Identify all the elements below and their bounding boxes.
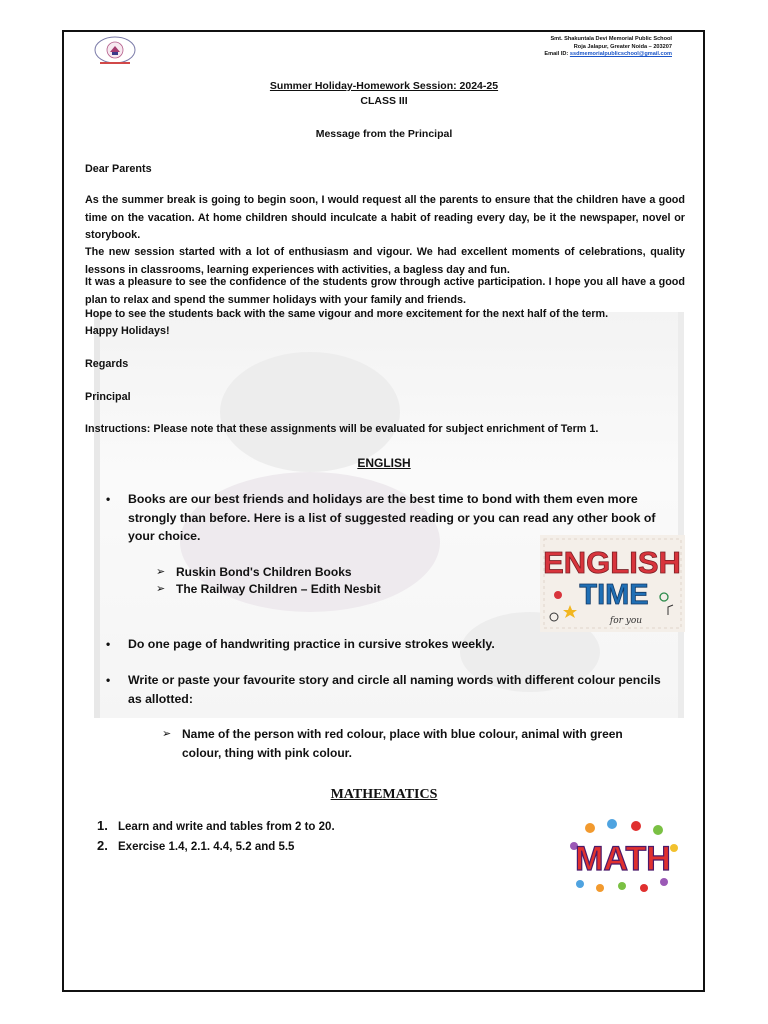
bullet-dot: • [106, 673, 111, 687]
class-title: CLASS III [360, 95, 408, 107]
book-item-2-text: The Railway Children – Edith Nesbit [176, 582, 381, 596]
salutation: Dear Parents [85, 163, 152, 175]
letter-paragraph-1: As the summer break is going to begin soon, I would request all the parents to ensure that the children have a good time on the vacation. At home children should inculcate a habit of reading every day, be it the newspaper, novel or storybook. [85, 194, 685, 242]
english-image-line2: TIME [579, 579, 649, 611]
english-heading: ENGLISH [357, 456, 411, 470]
math-item-1-text: Learn and write and tables from 2 to 20. [118, 821, 335, 833]
message-title: Message from the Principal [315, 128, 453, 140]
english-bullet-2-text: Do one page of handwriting practice in cursive strokes weekly. [128, 637, 495, 651]
english-sub-item-text: Name of the person with red colour, place with blue colour, animal with green colour, thing with pink colour. [182, 727, 623, 760]
english-bullet-2 [106, 635, 668, 654]
english-image-line1: ENGLISH [543, 545, 681, 580]
book-item-1-text: Ruskin Bond's Children Books [176, 565, 352, 579]
school-info [544, 36, 672, 59]
letter-paragraph-3: It was a pleasure to see the confidence of the students grow through active participation. I hope you all have a good plan to relax and spend the summer holidays with your family and friends. [85, 276, 685, 306]
math-item-1-number: 1. [97, 818, 108, 833]
english-bullet-3 [106, 671, 668, 708]
school-logo [92, 35, 138, 67]
regards: Regards [85, 358, 129, 370]
letter-paragraph-5: Happy Holidays! [85, 325, 170, 337]
english-sub-item [162, 725, 652, 762]
school-address: Roja Jalapur, Greater Noida – 203207 [573, 43, 672, 50]
school-name: Smt. Shakuntala Devi Memorial Public School [550, 36, 672, 42]
english-bullet-1-text: Books are our best friends and holidays are the best time to bond with them even more strongly than before. Here is a list of suggested reading or you can read any other book of your choice. [128, 492, 656, 543]
email-label: Email ID: [544, 51, 570, 58]
book-item-1 [156, 563, 352, 582]
math-image [560, 818, 686, 894]
arrow-icon: ➢ [162, 728, 172, 740]
math-item-2 [97, 838, 294, 853]
math-image-text: MATH [575, 840, 671, 878]
arrow-icon: ➢ [156, 566, 166, 578]
english-bullet-3-text: Write or paste your favourite story and circle all naming words with different colour pencils as allotted: [128, 673, 661, 706]
english-time-image [540, 535, 685, 632]
book-item-2 [156, 580, 381, 599]
math-item-1 [97, 818, 335, 833]
bullet-dot: • [106, 492, 111, 506]
email-link[interactable]: ssdmemorialpublicschool@gmail.com [569, 51, 672, 58]
letter-paragraph-2: The new session started with a lot of enthusiasm and vigour. We had excellent moments of celebrations, quality lessons in classrooms, learning experiences with activities, a bagless day and fun. [85, 246, 685, 276]
letter-paragraph-4: Hope to see the students back with the same vigour and more excitement for the next half of the term. [85, 308, 609, 320]
arrow-icon: ➢ [156, 583, 166, 595]
instructions: Instructions: Please note that these assignments will be evaluated for subject enrichment of Term 1. [85, 423, 599, 435]
session-title: Summer Holiday-Homework Session: 2024-25 [269, 80, 499, 92]
school-email-line [544, 51, 672, 59]
bullet-dot: • [106, 637, 111, 651]
mathematics-heading: MATHEMATICS [330, 787, 438, 802]
english-image-line3: for you [609, 616, 643, 626]
math-item-2-text: Exercise 1.4, 2.1. 4.4, 5.2 and 5.5 [118, 841, 295, 853]
signature: Principal [85, 391, 131, 403]
math-item-2-number: 2. [97, 838, 108, 853]
